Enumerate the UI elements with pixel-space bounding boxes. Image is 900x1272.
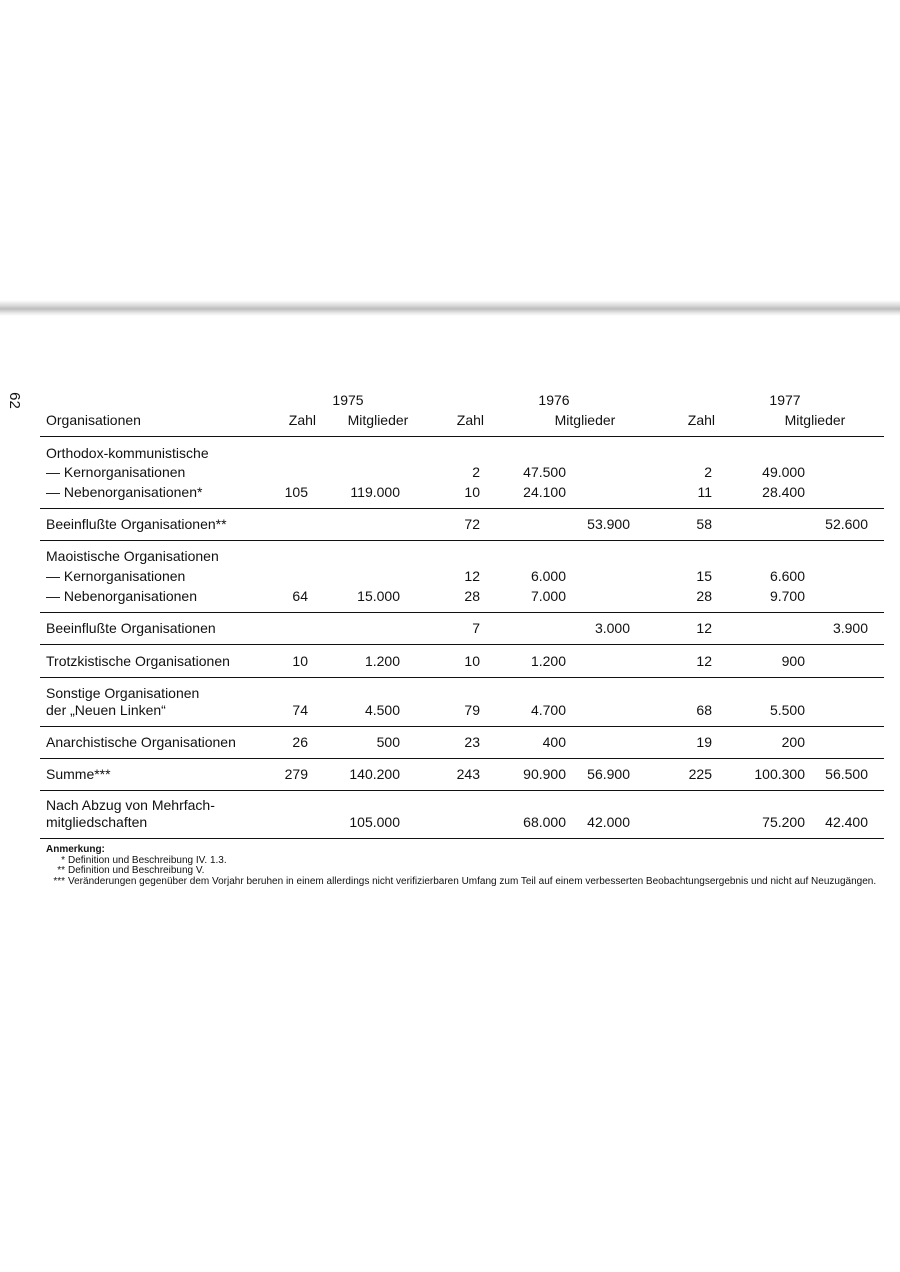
anarchist-zahl-1976: 23: [464, 734, 480, 750]
maoist-neben-mitglieder-1977: 9.700: [769, 588, 805, 604]
abzug-sum-1977: 42.400: [825, 814, 868, 830]
anarchist-label: Anarchistische Organisationen: [46, 734, 236, 750]
year-1976-header: 1976: [538, 392, 570, 408]
zahl-1975-header: Zahl: [288, 412, 316, 428]
summe-mitglieder-1976: 90.900: [523, 766, 566, 782]
abzug-mitglieder-1975: 105.000: [349, 814, 400, 830]
orthodox-kern-mitglieder-1976: 47.500: [523, 464, 566, 480]
orthodox-kern-mitglieder-1977: 49.000: [762, 464, 805, 480]
year-1975-header: 1975: [332, 392, 364, 408]
maoist-neben-mitglieder-1975: 15.000: [357, 588, 400, 604]
row-rule: [40, 677, 884, 678]
abzug-label-line2: mitgliedschaften: [46, 814, 148, 830]
abzug-mitglieder-1977: 75.200: [762, 814, 805, 830]
maoist-neben-label: — Nebenorganisationen: [46, 588, 197, 604]
sonstige-label-line1: Sonstige Organisationen: [46, 685, 200, 701]
beeinflusst-1-sum-1976: 53.900: [587, 516, 630, 532]
orthodox-neben-mitglieder-1977: 28.400: [762, 484, 805, 500]
row-rule: [40, 790, 884, 791]
mitglieder-1977-header: Mitglieder: [784, 412, 846, 428]
beeinflusst-2-sum-1976: 3.000: [594, 620, 630, 636]
anarchist-zahl-1977: 19: [696, 734, 712, 750]
footnote-3-text: Veränderungen gegenüber dem Vorjahr beruhen in einem allerdings nicht verifizierbaren Umfang zum Teil auf einem verbesserten Beobachtungsergebnis und nicht auf Neuzugängen.: [68, 875, 877, 887]
orthodox-kern-label: — Kernorganisationen: [46, 464, 186, 480]
maoist-kern-zahl-1976: 12: [464, 568, 480, 584]
orthodox-kern-zahl-1977: 2: [704, 464, 712, 480]
trotzkist-zahl-1977: 12: [696, 653, 712, 669]
organisations-column-header: Organisationen: [46, 412, 141, 428]
orthodox-neben-mitglieder-1976: 24.100: [523, 484, 566, 500]
beeinflusst-2-label: Beeinflußte Organisationen: [46, 620, 216, 636]
footnote-1-text: Definition und Beschreibung IV. 1.3.: [68, 854, 227, 866]
footnote-1-mark: *: [61, 854, 65, 866]
maoist-neben-zahl-1975: 64: [292, 588, 308, 604]
year-1977-header: 1977: [769, 392, 801, 408]
sonstige-mitglieder-1977: 5.500: [769, 702, 805, 718]
sonstige-mitglieder-1975: 4.500: [364, 702, 400, 718]
maoist-title: Maoistische Organisationen: [46, 548, 219, 564]
footnote-2-text: Definition und Beschreibung V.: [68, 865, 205, 876]
summe-label: Summe***: [46, 766, 111, 782]
row-rule: [40, 612, 884, 613]
orthodox-title: Orthodox-kommunistische: [46, 445, 209, 461]
maoist-kern-mitglieder-1977: 6.600: [769, 568, 805, 584]
page-number: 62: [5, 392, 23, 409]
trotzkist-mitglieder-1975: 1.200: [364, 653, 400, 669]
zahl-1977-header: Zahl: [687, 412, 715, 428]
footnotes-heading: Anmerkung:: [46, 844, 105, 855]
sonstige-zahl-1975: 74: [292, 702, 308, 718]
summe-mitglieder-1975: 140.200: [349, 766, 400, 782]
anarchist-mitglieder-1976: 400: [542, 734, 566, 750]
mitglieder-1975-header: Mitglieder: [347, 412, 409, 428]
row-rule: [40, 726, 884, 727]
row-rule: [40, 644, 884, 645]
orthodox-neben-zahl-1976: 10: [464, 484, 480, 500]
summe-zahl-1975: 279: [284, 766, 308, 782]
summe-mitglieder-1977: 100.300: [754, 766, 805, 782]
beeinflusst-1-label: Beeinflußte Organisationen**: [46, 516, 227, 532]
footnote-3-mark: ***: [53, 875, 65, 887]
orthodox-neben-mitglieder-1975: 119.000: [350, 484, 400, 500]
beeinflusst-1-zahl-1976: 72: [464, 516, 480, 532]
sonstige-mitglieder-1976: 4.700: [530, 702, 566, 718]
anarchist-mitglieder-1975: 500: [376, 734, 400, 750]
trotzkist-mitglieder-1976: 1.200: [530, 653, 566, 669]
sonstige-zahl-1976: 79: [464, 702, 480, 718]
maoist-kern-mitglieder-1976: 6.000: [530, 568, 566, 584]
maoist-kern-label: — Kernorganisationen: [46, 568, 186, 584]
summe-zahl-1977: 225: [688, 766, 712, 782]
footnote-2-mark: **: [57, 865, 65, 876]
maoist-neben-zahl-1976: 28: [464, 588, 480, 604]
scan-shadow-band: [0, 300, 900, 316]
header-rule: [40, 436, 884, 437]
abzug-sum-1976: 42.000: [587, 814, 630, 830]
anarchist-mitglieder-1977: 200: [781, 734, 805, 750]
beeinflusst-2-sum-1977: 3.900: [832, 620, 868, 636]
trotzkist-mitglieder-1977: 900: [781, 653, 805, 669]
orthodox-kern-zahl-1976: 2: [472, 464, 480, 480]
sonstige-zahl-1977: 68: [696, 702, 712, 718]
trotzkist-zahl-1975: 10: [292, 653, 308, 669]
maoist-neben-mitglieder-1976: 7.000: [530, 588, 566, 604]
beeinflusst-2-zahl-1977: 12: [696, 620, 712, 636]
beeinflusst-1-zahl-1977: 58: [696, 516, 712, 532]
mitglieder-1976-header: Mitglieder: [554, 412, 616, 428]
summe-sum-1977: 56.500: [825, 766, 868, 782]
summe-sum-1976: 56.900: [587, 766, 630, 782]
orthodox-neben-label: — Nebenorganisationen*: [46, 484, 203, 500]
abzug-mitglieder-1976: 68.000: [523, 814, 566, 830]
summe-zahl-1976: 243: [456, 766, 480, 782]
anarchist-zahl-1975: 26: [292, 734, 308, 750]
orthodox-neben-zahl-1977: 11: [697, 484, 712, 500]
maoist-neben-zahl-1977: 28: [696, 588, 712, 604]
trotzkist-label: Trotzkistische Organisationen: [46, 653, 230, 669]
table-bottom-rule: [40, 838, 884, 839]
footnotes: [46, 845, 884, 887]
sonstige-label-line2: der „Neuen Linken“: [46, 702, 166, 718]
maoist-kern-zahl-1977: 15: [696, 568, 712, 584]
orthodox-neben-zahl-1975: 105: [284, 484, 308, 500]
row-rule: [40, 540, 884, 541]
beeinflusst-1-sum-1977: 52.600: [825, 516, 868, 532]
abzug-label-line1: Nach Abzug von Mehrfach-: [46, 797, 215, 813]
row-rule: [40, 758, 884, 759]
beeinflusst-2-zahl-1976: 7: [472, 620, 480, 636]
row-rule: [40, 508, 884, 509]
trotzkist-zahl-1976: 10: [464, 653, 480, 669]
zahl-1976-header: Zahl: [456, 412, 484, 428]
footnote-3: [46, 877, 884, 888]
